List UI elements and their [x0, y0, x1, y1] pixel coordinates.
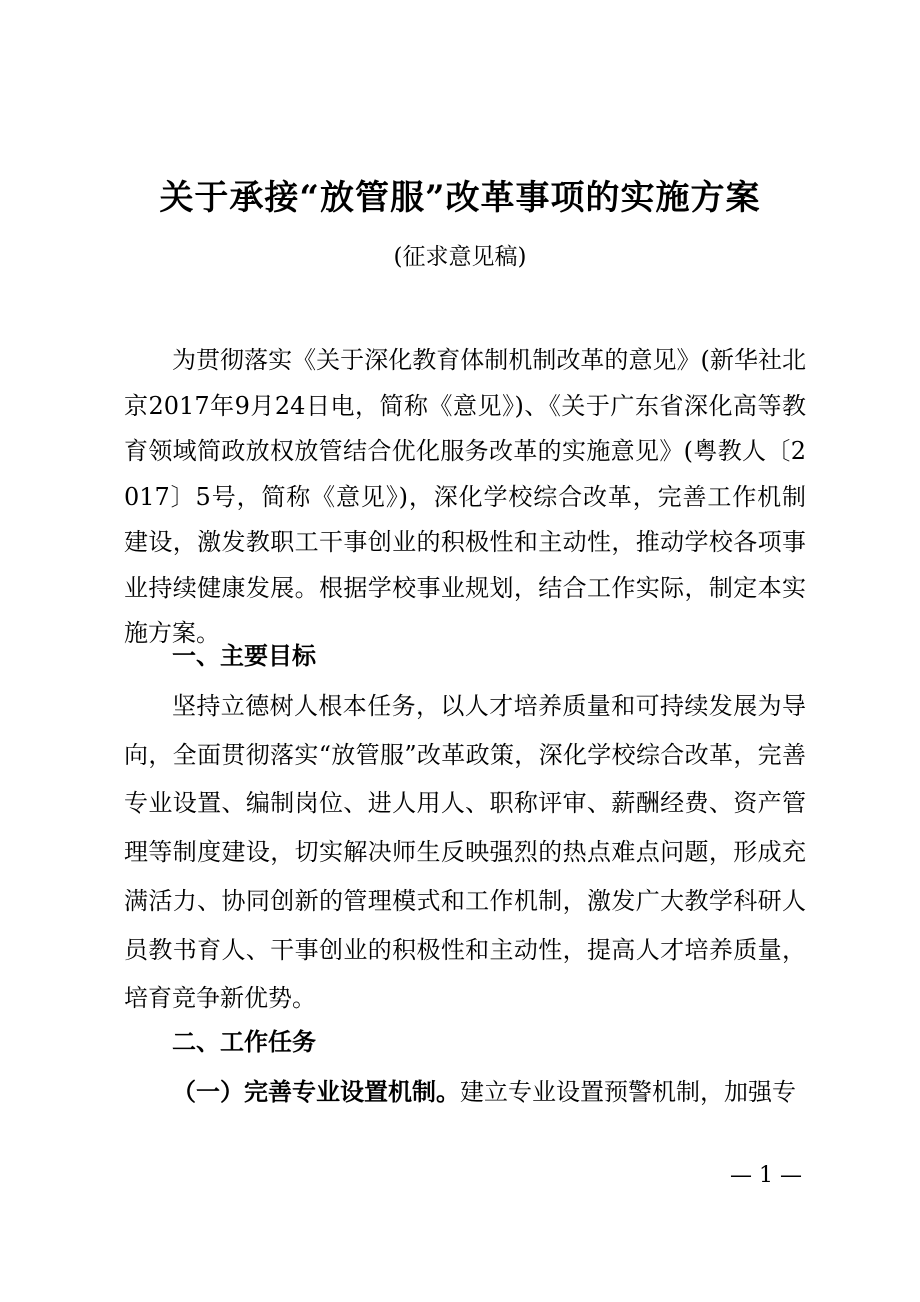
document-title: 关于承接“放管服”改革事项的实施方案: [159, 178, 761, 218]
task-item-1-title: （一）完善专业设置机制。: [172, 1078, 460, 1106]
task-item-1: [124, 1068, 806, 1116]
goals-paragraph: 坚持立德树人根本任务，以人才培养质量和可持续发展为导向，全面贯彻落实“放管服”改革政策，深化学校综合改革，完善专业设置、编制岗位、进人用人、职称评审、薪酬经费、资产管理等制度建设，切实解决师生反映强烈的热点难点问题，形成充满活力、协同创新的管理模式和工作机制，激发广大教学科研人员教书育人、干事创业的积极性和主动性，提高人才培养质量，培育竞争新优势。: [124, 692, 806, 1013]
page-number: — 1 —: [730, 1163, 802, 1188]
section-heading-tasks: 二、工作任务: [172, 1028, 316, 1056]
document-subtitle: (征求意见稿): [393, 244, 527, 270]
task-item-1-text: 建立专业设置预警机制，加强专: [460, 1078, 796, 1106]
intro-paragraph: 为贯彻落实《关于深化教育体制机制改革的意见》(新华社北京2017年9月24日电，简称《意见》)、《关于广东省深化高等教育领域简政放权放管结合优化服务改革的实施意见》(粤教人〔2017〕5号，简称《意见》)，深化学校综合改革，完善工作机制建设，激发教职工干事创业的积极性和主动性，推动学校各项事业持续健康发展。根据学校事业规划，结合工作实际，制定本实施方案。: [124, 346, 806, 647]
section-heading-goals: 一、主要目标: [172, 642, 316, 670]
